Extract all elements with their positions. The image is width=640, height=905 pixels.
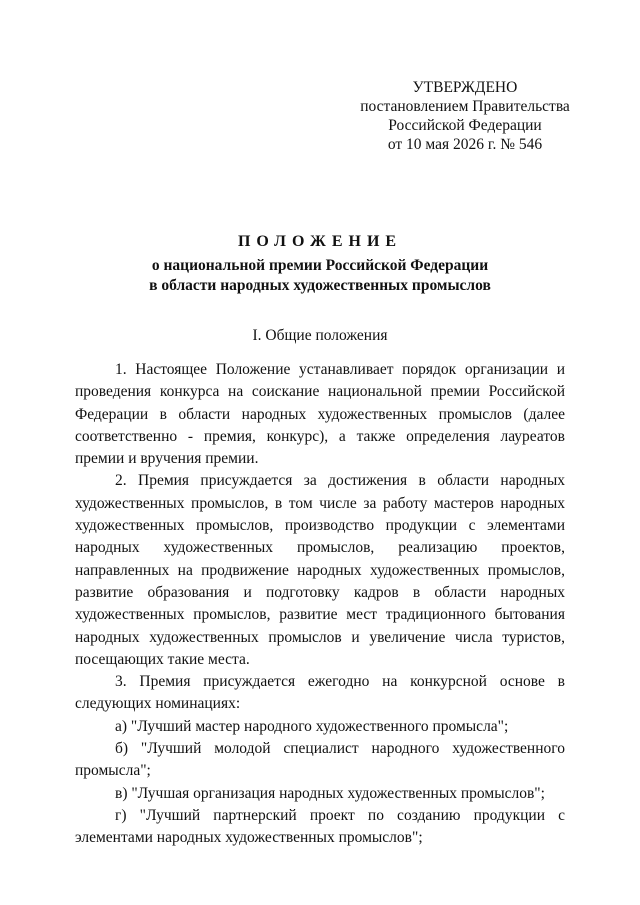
nomination-a: а) "Лучший мастер народного художественного промысла"; [115, 717, 509, 735]
subtitle-line-2: в области народных художественных промыслов [149, 277, 491, 294]
paragraph-1: 1. Настоящее Положение устанавливает порядок организации и проведения конкурса на соискание национальной премии Российской Федерации в области народных художественных промыслов (далее соответственно - премия, конкурс), а также определения лауреатов премии и вручения премии. [75, 361, 565, 468]
subtitle-line-1: о национальной премии Российской Федерации [151, 257, 489, 274]
approval-stamp [340, 78, 590, 154]
section-heading: I. Общие положения [252, 327, 388, 344]
nomination-b: б) "Лучший молодой специалист народного художественного промысла"; [75, 740, 565, 780]
paragraph-3: 3. Премия присуждается ежегодно на конкурсной основе в следующих номинациях: [75, 673, 565, 713]
approval-authority-country: Российской Федерации [388, 117, 542, 134]
paragraph-2: 2. Премия присуждается за достижения в области народных художественных промыслов, в том числе за работу мастеров народных художественных промыслов, производство продукции с элементами народных художественных промыслов, реализацию проектов, направленных на продвижение народных художественных промыслов, развитие образования и подготовку кадров в области народных художественных промыслов, развитие мест традиционного бытования народных художественных промыслов и увеличение числа туристов, посещающих такие места. [75, 472, 565, 668]
document-subtitle [0, 256, 640, 296]
nomination-c: в) "Лучшая организация народных художественных промыслов"; [115, 784, 545, 802]
approval-date-number: от 10 мая 2026 г. № 546 [387, 136, 543, 153]
nomination-d: г) "Лучший партнерский проект по созданию продукции с элементами народных художественных промыслов"; [75, 806, 565, 847]
document-title: ПОЛОЖЕНИЕ [237, 233, 403, 250]
document-body [75, 359, 565, 850]
approval-heading: УТВЕРЖДЕНО [412, 79, 518, 96]
approval-authority: постановлением Правительства [360, 98, 570, 115]
